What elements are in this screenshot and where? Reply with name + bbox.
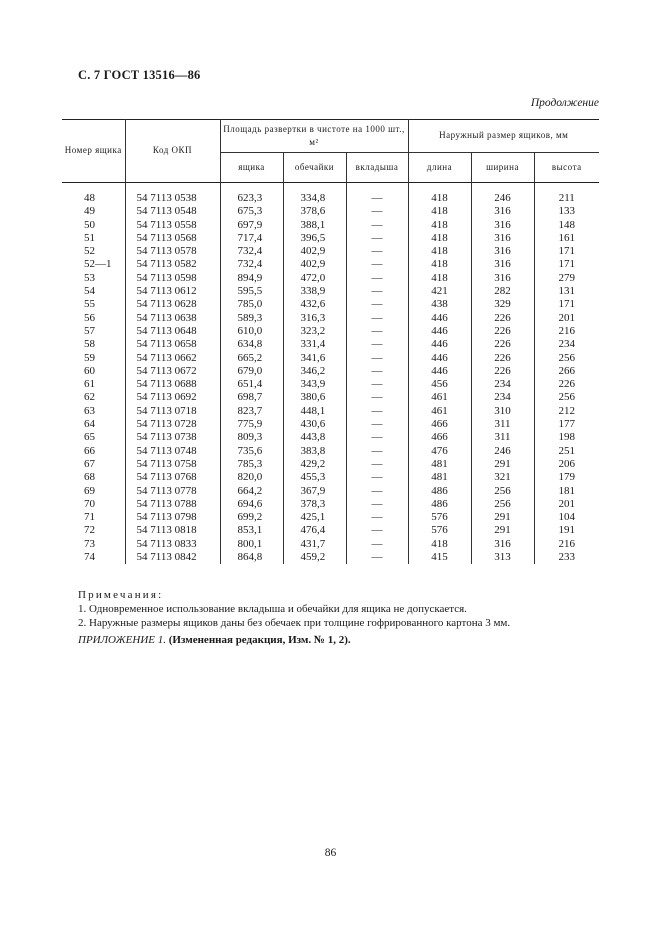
table-cell: 251: [534, 445, 599, 458]
table-cell: 311: [471, 431, 534, 444]
table-cell: 466: [408, 431, 471, 444]
table-cell: 338,9: [283, 285, 346, 298]
note-item: 1. Одновременное использование вкладыша и обечайки для ящика не допускается.: [78, 603, 467, 615]
table-cell: 291: [471, 524, 534, 537]
table-cell: —: [346, 498, 408, 511]
table-cell: —: [346, 391, 408, 404]
table-cell: 697,9: [220, 219, 283, 232]
table-cell: 486: [408, 498, 471, 511]
table-cell: 421: [408, 285, 471, 298]
table-cell: 246: [471, 445, 534, 458]
table-cell: 380,6: [283, 391, 346, 404]
table-cell: 55: [84, 298, 95, 311]
table-cell: 256: [471, 498, 534, 511]
table-cell: 54 7113 0598: [125, 272, 220, 285]
table-cell: —: [346, 338, 408, 351]
table-row: [62, 232, 599, 245]
table-cell: 67: [84, 457, 95, 470]
header-area-group: Площадь развертки в чистоте на 1000 шт., м²: [220, 120, 408, 153]
table-cell: 54 7113 0638: [125, 312, 220, 325]
table-cell: 291: [471, 458, 534, 471]
table-cell: 418: [408, 538, 471, 551]
table-row: [62, 418, 599, 431]
table-row: [62, 352, 599, 365]
table-cell: 864,8: [220, 551, 283, 564]
table-cell: 595,5: [220, 285, 283, 298]
table-cell: 367,9: [283, 485, 346, 498]
table-cell: 446: [408, 338, 471, 351]
box-dimensions-table: [62, 119, 599, 564]
table-cell: 481: [408, 458, 471, 471]
table-cell: 54 7113 0658: [125, 338, 220, 351]
table-cell: 316: [471, 205, 534, 218]
table-cell: 316: [471, 272, 534, 285]
table-cell: 54 7113 0758: [125, 458, 220, 471]
table-row: [62, 471, 599, 484]
table-cell: 54 7113 0718: [125, 405, 220, 418]
table-row: [62, 511, 599, 524]
table-cell: 341,6: [283, 352, 346, 365]
table-cell: 49: [84, 205, 95, 218]
table-cell: —: [346, 524, 408, 537]
table-cell: 310: [471, 405, 534, 418]
header-length: длина: [408, 153, 471, 183]
table-cell: 226: [471, 352, 534, 365]
header-code: Код ОКП: [125, 120, 220, 183]
table-cell: 226: [471, 312, 534, 325]
table-cell: 54 7113 0548: [125, 205, 220, 218]
table-cell: 266: [534, 365, 599, 378]
table-cell: 233: [534, 551, 599, 564]
table-cell: —: [346, 352, 408, 365]
table-cell: 54 7113 0833: [125, 538, 220, 551]
table-cell: 54 7113 0538: [125, 183, 220, 206]
table-cell: 52—1: [84, 258, 112, 271]
header-width: ширина: [471, 153, 534, 183]
table-cell: 226: [534, 378, 599, 391]
table-cell: 665,2: [220, 352, 283, 365]
table-cell: 316: [471, 219, 534, 232]
table-cell: 694,6: [220, 498, 283, 511]
table-cell: 65: [84, 431, 95, 444]
table-cell: 198: [534, 431, 599, 444]
table-cell: 698,7: [220, 391, 283, 404]
table-row: [62, 298, 599, 311]
table-cell: 316: [471, 232, 534, 245]
table-cell: 171: [534, 298, 599, 311]
header-area-box: ящика: [220, 153, 283, 183]
table-cell: 313: [471, 551, 534, 564]
table-cell: 54 7113 0738: [125, 431, 220, 444]
table-row: [62, 524, 599, 537]
table-cell: 54 7113 0788: [125, 498, 220, 511]
table-cell: 181: [534, 485, 599, 498]
table-cell: 54 7113 0798: [125, 511, 220, 524]
table-cell: 775,9: [220, 418, 283, 431]
table-cell: 418: [408, 272, 471, 285]
table-cell: 212: [534, 405, 599, 418]
table-cell: 679,0: [220, 365, 283, 378]
table-cell: —: [346, 511, 408, 524]
table-cell: 59: [84, 351, 95, 364]
header-area-insert: вкладыша: [346, 153, 408, 183]
table-cell: 161: [534, 232, 599, 245]
table-cell: 54 7113 0558: [125, 219, 220, 232]
table-cell: 54 7113 0612: [125, 285, 220, 298]
table-cell: 346,2: [283, 365, 346, 378]
table-cell: 54 7113 0648: [125, 325, 220, 338]
table-cell: 311: [471, 418, 534, 431]
table-cell: 472,0: [283, 272, 346, 285]
table-cell: 54 7113 0568: [125, 232, 220, 245]
table-cell: 53: [84, 271, 95, 284]
table-cell: 133: [534, 205, 599, 218]
table-cell: 279: [534, 272, 599, 285]
table-cell: 48: [84, 192, 95, 204]
table-cell: —: [346, 312, 408, 325]
header-number: Номер ящика: [64, 145, 122, 156]
continuation-label: Продолжение: [530, 97, 599, 109]
table-cell: 201: [534, 498, 599, 511]
table-cell: 699,2: [220, 511, 283, 524]
table-cell: 148: [534, 219, 599, 232]
table-cell: 651,4: [220, 378, 283, 391]
table-cell: 576: [408, 511, 471, 524]
table-row: [62, 312, 599, 325]
table-cell: 418: [408, 258, 471, 271]
table-cell: 57: [84, 324, 95, 337]
table-cell: 481: [408, 471, 471, 484]
table-cell: —: [346, 378, 408, 391]
table-cell: 589,3: [220, 312, 283, 325]
table-cell: 64: [84, 418, 95, 431]
table-row: [62, 538, 599, 551]
table-cell: 476,4: [283, 524, 346, 537]
table-cell: 820,0: [220, 471, 283, 484]
table-row: [62, 551, 599, 564]
table-cell: 54 7113 0688: [125, 378, 220, 391]
table-cell: —: [346, 219, 408, 232]
table-cell: 316: [471, 245, 534, 258]
table-cell: 50: [84, 218, 95, 231]
table-cell: 52: [84, 245, 95, 258]
table-cell: —: [346, 471, 408, 484]
table-cell: 321: [471, 471, 534, 484]
table-cell: 378,6: [283, 205, 346, 218]
table-cell: 459,2: [283, 551, 346, 564]
page-header: С. 7 ГОСТ 13516—86: [78, 68, 201, 82]
table-cell: —: [346, 205, 408, 218]
table-cell: 282: [471, 285, 534, 298]
table-cell: 226: [471, 338, 534, 351]
table-cell: 171: [534, 258, 599, 271]
table-cell: 343,9: [283, 378, 346, 391]
table-row: [62, 365, 599, 378]
table-row: [62, 485, 599, 498]
table-cell: 54 7113 0672: [125, 365, 220, 378]
table-cell: 476: [408, 445, 471, 458]
table-row: [62, 219, 599, 232]
table-cell: 171: [534, 245, 599, 258]
table-cell: 383,8: [283, 445, 346, 458]
table-cell: 211: [534, 183, 599, 206]
table-cell: 438: [408, 298, 471, 311]
table-cell: 732,4: [220, 258, 283, 271]
table-cell: —: [346, 458, 408, 471]
table-cell: 54 7113 0728: [125, 418, 220, 431]
table-cell: —: [346, 325, 408, 338]
table-cell: —: [346, 183, 408, 206]
table-cell: 54: [84, 285, 95, 298]
table-row: [62, 391, 599, 404]
table-cell: 316: [471, 258, 534, 271]
table-body: [62, 183, 599, 565]
table-cell: 418: [408, 205, 471, 218]
table-cell: 388,1: [283, 219, 346, 232]
table-cell: 54 7113 0628: [125, 298, 220, 311]
table-cell: 201: [534, 312, 599, 325]
table-cell: —: [346, 405, 408, 418]
table-cell: 226: [471, 365, 534, 378]
table-cell: —: [346, 431, 408, 444]
appendix-line: [78, 634, 351, 646]
table-cell: 418: [408, 183, 471, 206]
table-row: [62, 205, 599, 218]
table-cell: 54 7113 0692: [125, 391, 220, 404]
table-row: [62, 258, 599, 271]
table-cell: 69: [84, 484, 95, 497]
table-cell: —: [346, 298, 408, 311]
table-cell: 415: [408, 551, 471, 564]
table-cell: —: [346, 245, 408, 258]
table-cell: 323,2: [283, 325, 346, 338]
table-cell: 853,1: [220, 524, 283, 537]
table-row: [62, 272, 599, 285]
table-cell: 446: [408, 352, 471, 365]
table-cell: 74: [84, 551, 95, 564]
table-cell: 104: [534, 511, 599, 524]
table-cell: 425,1: [283, 511, 346, 524]
table-cell: 234: [471, 378, 534, 391]
table-cell: 61: [84, 378, 95, 391]
table-cell: 418: [408, 219, 471, 232]
table-cell: 456: [408, 378, 471, 391]
table-cell: 402,9: [283, 258, 346, 271]
table-row: [62, 285, 599, 298]
table-row: [62, 405, 599, 418]
table-cell: 62: [84, 391, 95, 404]
table-cell: 735,6: [220, 445, 283, 458]
table-cell: 443,8: [283, 431, 346, 444]
table-cell: 402,9: [283, 245, 346, 258]
table-cell: 316: [471, 538, 534, 551]
table-cell: 226: [471, 325, 534, 338]
table-cell: 216: [534, 538, 599, 551]
table-cell: 54 7113 0662: [125, 352, 220, 365]
table-cell: 610,0: [220, 325, 283, 338]
table-cell: 448,1: [283, 405, 346, 418]
table-cell: 51: [84, 231, 95, 244]
table-row: [62, 378, 599, 391]
table-cell: 54 7113 0582: [125, 258, 220, 271]
notes-title: Примечания:: [78, 589, 164, 601]
header-size-group: Наружный размер ящиков, мм: [408, 120, 599, 153]
table-cell: 785,3: [220, 458, 283, 471]
table-cell: 461: [408, 391, 471, 404]
table-cell: —: [346, 272, 408, 285]
table-cell: 54 7113 0578: [125, 245, 220, 258]
notes: [78, 588, 510, 630]
page-number: 86: [324, 847, 337, 859]
table-row: [62, 245, 599, 258]
table-cell: 63: [84, 404, 95, 417]
table-row: [62, 183, 599, 206]
table-cell: 70: [84, 497, 95, 510]
table-cell: 58: [84, 338, 95, 351]
table-cell: 56: [84, 311, 95, 324]
table-cell: 73: [84, 537, 95, 550]
table-cell: 234: [471, 391, 534, 404]
table-cell: 800,1: [220, 538, 283, 551]
table-cell: 72: [84, 524, 95, 537]
table-cell: —: [346, 445, 408, 458]
table-cell: —: [346, 418, 408, 431]
table-cell: 54 7113 0818: [125, 524, 220, 537]
table-cell: 396,5: [283, 232, 346, 245]
table-cell: 664,2: [220, 485, 283, 498]
table-cell: 431,7: [283, 538, 346, 551]
header-height: высота: [534, 153, 599, 183]
table-row: [62, 431, 599, 444]
table-cell: —: [346, 551, 408, 564]
table-row: [62, 498, 599, 511]
table-cell: 54 7113 0842: [125, 551, 220, 564]
table-cell: 732,4: [220, 245, 283, 258]
table-cell: 329: [471, 298, 534, 311]
table-cell: —: [346, 538, 408, 551]
table-row: [62, 325, 599, 338]
table-cell: 316,3: [283, 312, 346, 325]
table-cell: 66: [84, 444, 95, 457]
table-cell: 466: [408, 418, 471, 431]
table-cell: 60: [84, 364, 95, 377]
table-row: [62, 445, 599, 458]
table-cell: 430,6: [283, 418, 346, 431]
table-cell: 429,2: [283, 458, 346, 471]
table-cell: 894,9: [220, 272, 283, 285]
table-cell: 331,4: [283, 338, 346, 351]
table-cell: 216: [534, 325, 599, 338]
table-cell: 634,8: [220, 338, 283, 351]
table-cell: 418: [408, 245, 471, 258]
table-cell: 823,7: [220, 405, 283, 418]
table-cell: 334,8: [283, 183, 346, 206]
table-cell: 54 7113 0768: [125, 471, 220, 484]
header-area-shell: обечайки: [283, 153, 346, 183]
table-cell: 191: [534, 524, 599, 537]
table-cell: 206: [534, 458, 599, 471]
table-row: [62, 458, 599, 471]
table-cell: 54 7113 0748: [125, 445, 220, 458]
appendix-label: ПРИЛОЖЕНИЕ 1.: [78, 634, 166, 646]
table-cell: 486: [408, 485, 471, 498]
table-cell: 179: [534, 471, 599, 484]
table-cell: 432,6: [283, 298, 346, 311]
table-cell: 717,4: [220, 232, 283, 245]
table-cell: 378,3: [283, 498, 346, 511]
table-cell: 291: [471, 511, 534, 524]
table-cell: 256: [534, 352, 599, 365]
table-cell: 71: [84, 511, 95, 524]
table-row: [62, 338, 599, 351]
table-cell: —: [346, 285, 408, 298]
table-cell: 785,0: [220, 298, 283, 311]
table-cell: 576: [408, 524, 471, 537]
table-cell: 68: [84, 471, 95, 484]
table-cell: 461: [408, 405, 471, 418]
table-cell: —: [346, 232, 408, 245]
table-cell: 131: [534, 285, 599, 298]
table-cell: 177: [534, 418, 599, 431]
table-cell: —: [346, 258, 408, 271]
table-cell: 246: [471, 183, 534, 206]
table-cell: 455,3: [283, 471, 346, 484]
table-cell: 234: [534, 338, 599, 351]
appendix-text: (Измененная редакция, Изм. № 1, 2).: [168, 634, 351, 646]
table-cell: 446: [408, 365, 471, 378]
table-cell: 256: [471, 485, 534, 498]
table-cell: 256: [534, 391, 599, 404]
table-cell: 446: [408, 325, 471, 338]
table-cell: 446: [408, 312, 471, 325]
table-cell: 675,3: [220, 205, 283, 218]
table-cell: —: [346, 485, 408, 498]
note-item: 2. Наружные размеры ящиков даны без обечаек при толщине гофрированного картона 3 мм.: [78, 617, 511, 629]
table-cell: 809,3: [220, 431, 283, 444]
table-cell: 623,3: [220, 183, 283, 206]
table-cell: 54 7113 0778: [125, 485, 220, 498]
table-cell: 418: [408, 232, 471, 245]
table-cell: —: [346, 365, 408, 378]
